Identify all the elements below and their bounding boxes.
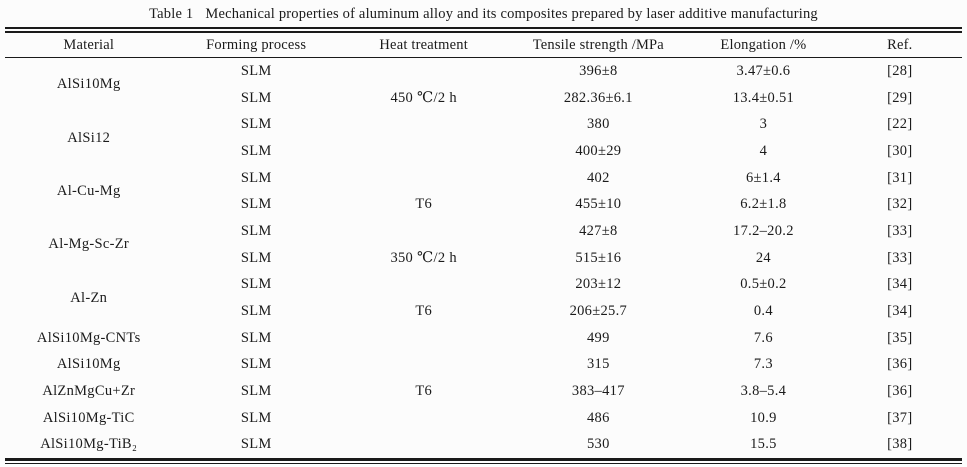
column-header-material: Material <box>5 33 172 58</box>
cell-tensile: 400±29 <box>575 142 622 159</box>
cell-tensile: 402 <box>586 169 610 186</box>
cell-ref: [28] <box>887 62 913 79</box>
cell-heat <box>340 325 507 352</box>
column-header-heat: Heat treatment <box>340 33 507 58</box>
cell-ref: [29] <box>887 89 913 106</box>
cell-heat <box>340 165 507 192</box>
cell-material: AlZnMgCu+Zr <box>42 383 136 400</box>
table-row <box>5 218 962 245</box>
cell-ref: [32] <box>887 196 913 213</box>
cell-heat: 350 ℃/2 h <box>390 249 457 266</box>
cell-heat: T6 <box>415 303 433 320</box>
table-header-row <box>5 33 962 58</box>
bottom-thick-rule <box>5 458 962 461</box>
cell-heat <box>340 352 507 379</box>
cell-material: AlSi10Mg <box>56 76 121 93</box>
bottom-thin-rule <box>5 463 962 465</box>
cell-process: SLM <box>240 222 272 239</box>
cell-tensile: 499 <box>586 329 610 346</box>
column-header-elongation: Elongation /% <box>689 33 837 58</box>
cell-tensile: 455±10 <box>575 196 622 213</box>
table-row <box>5 432 962 459</box>
cell-ref: [37] <box>887 409 913 426</box>
cell-elongation: 15.5 <box>750 436 777 453</box>
cell-tensile: 486 <box>586 409 610 426</box>
cell-material: AlSi10Mg-TiC <box>42 409 135 426</box>
cell-material: Al-Mg-Sc-Zr <box>48 236 130 253</box>
table-caption <box>0 0 967 27</box>
cell-material: AlSi10Mg <box>56 356 121 373</box>
cell-heat <box>340 272 507 299</box>
cell-heat: T6 <box>415 196 433 213</box>
cell-process: SLM <box>240 356 272 373</box>
cell-ref: [36] <box>887 356 913 373</box>
properties-table <box>5 33 962 458</box>
cell-heat: 450 ℃/2 h <box>390 89 457 106</box>
cell-elongation: 13.4±0.51 <box>732 89 795 106</box>
cell-material: Al-Cu-Mg <box>56 182 121 199</box>
cell-tensile: 315 <box>586 356 610 373</box>
cell-heat <box>340 138 507 165</box>
cell-elongation: 3 <box>759 116 768 133</box>
cell-process: SLM <box>240 89 272 106</box>
cell-material: Al-Zn <box>70 289 108 306</box>
table-row <box>5 165 962 192</box>
cell-process: SLM <box>240 62 272 79</box>
cell-heat <box>340 432 507 459</box>
cell-tensile: 282.36±6.1 <box>563 89 633 106</box>
cell-ref: [34] <box>887 303 913 320</box>
table-row <box>5 405 962 432</box>
cell-heat: T6 <box>415 383 433 400</box>
table-caption-label: Table 1 <box>149 6 194 22</box>
cell-tensile: 383–417 <box>571 383 625 400</box>
cell-elongation: 0.4 <box>753 303 773 320</box>
cell-ref: [35] <box>887 329 913 346</box>
cell-material: AlSi10Mg-CNTs <box>36 329 141 346</box>
cell-process: SLM <box>240 329 272 346</box>
cell-elongation: 24 <box>755 249 771 266</box>
cell-ref: [22] <box>887 116 913 133</box>
cell-heat <box>340 111 507 138</box>
cell-heat <box>340 58 507 85</box>
cell-process: SLM <box>240 383 272 400</box>
cell-ref: [33] <box>887 249 913 266</box>
cell-tensile: 203±12 <box>575 276 622 293</box>
table-row <box>5 378 962 405</box>
table-row <box>5 352 962 379</box>
cell-ref: [36] <box>887 383 913 400</box>
cell-ref: [33] <box>887 222 913 239</box>
cell-elongation: 6.2±1.8 <box>740 196 787 213</box>
column-header-process: Forming process <box>172 33 339 58</box>
cell-elongation: 6±1.4 <box>745 169 781 186</box>
table-row <box>5 58 962 85</box>
cell-ref: [31] <box>887 169 913 186</box>
table-caption-text: Mechanical properties of aluminum alloy and its composites prepared by laser additive manufacturing <box>205 6 818 22</box>
cell-elongation: 17.2–20.2 <box>733 222 794 239</box>
table-body <box>5 58 962 459</box>
cell-tensile: 427±8 <box>579 222 618 239</box>
cell-elongation: 4 <box>759 142 768 159</box>
cell-elongation: 10.9 <box>750 409 777 426</box>
cell-ref: [38] <box>887 436 913 453</box>
table-row <box>5 111 962 138</box>
cell-process: SLM <box>240 116 272 133</box>
top-thin-rule <box>5 27 962 29</box>
cell-process: SLM <box>240 142 272 159</box>
cell-elongation: 3.8–5.4 <box>740 383 787 400</box>
column-header-ref: Ref. <box>838 33 962 58</box>
cell-tensile: 515±16 <box>575 249 622 266</box>
cell-heat <box>340 218 507 245</box>
cell-elongation: 7.6 <box>753 329 773 346</box>
cell-elongation: 3.47±0.6 <box>736 62 791 79</box>
cell-tensile: 530 <box>586 436 610 453</box>
cell-ref: [30] <box>887 142 913 159</box>
column-header-tensile: Tensile strength /MPa <box>507 33 689 58</box>
cell-material: AlSi10Mg-TiB₂ <box>40 436 138 453</box>
table-row <box>5 325 962 352</box>
cell-process: SLM <box>240 303 272 320</box>
cell-process: SLM <box>240 409 272 426</box>
cell-ref: [34] <box>887 276 913 293</box>
cell-process: SLM <box>240 436 272 453</box>
cell-elongation: 0.5±0.2 <box>740 276 787 293</box>
cell-tensile: 396±8 <box>579 62 618 79</box>
cell-process: SLM <box>240 249 272 266</box>
table-row <box>5 272 962 299</box>
cell-tensile: 380 <box>586 116 610 133</box>
cell-process: SLM <box>240 276 272 293</box>
table-container <box>5 27 962 464</box>
cell-process: SLM <box>240 196 272 213</box>
cell-tensile: 206±25.7 <box>569 303 628 320</box>
cell-elongation: 7.3 <box>753 356 773 373</box>
cell-process: SLM <box>240 169 272 186</box>
cell-material: AlSi12 <box>67 129 111 146</box>
cell-heat <box>340 405 507 432</box>
